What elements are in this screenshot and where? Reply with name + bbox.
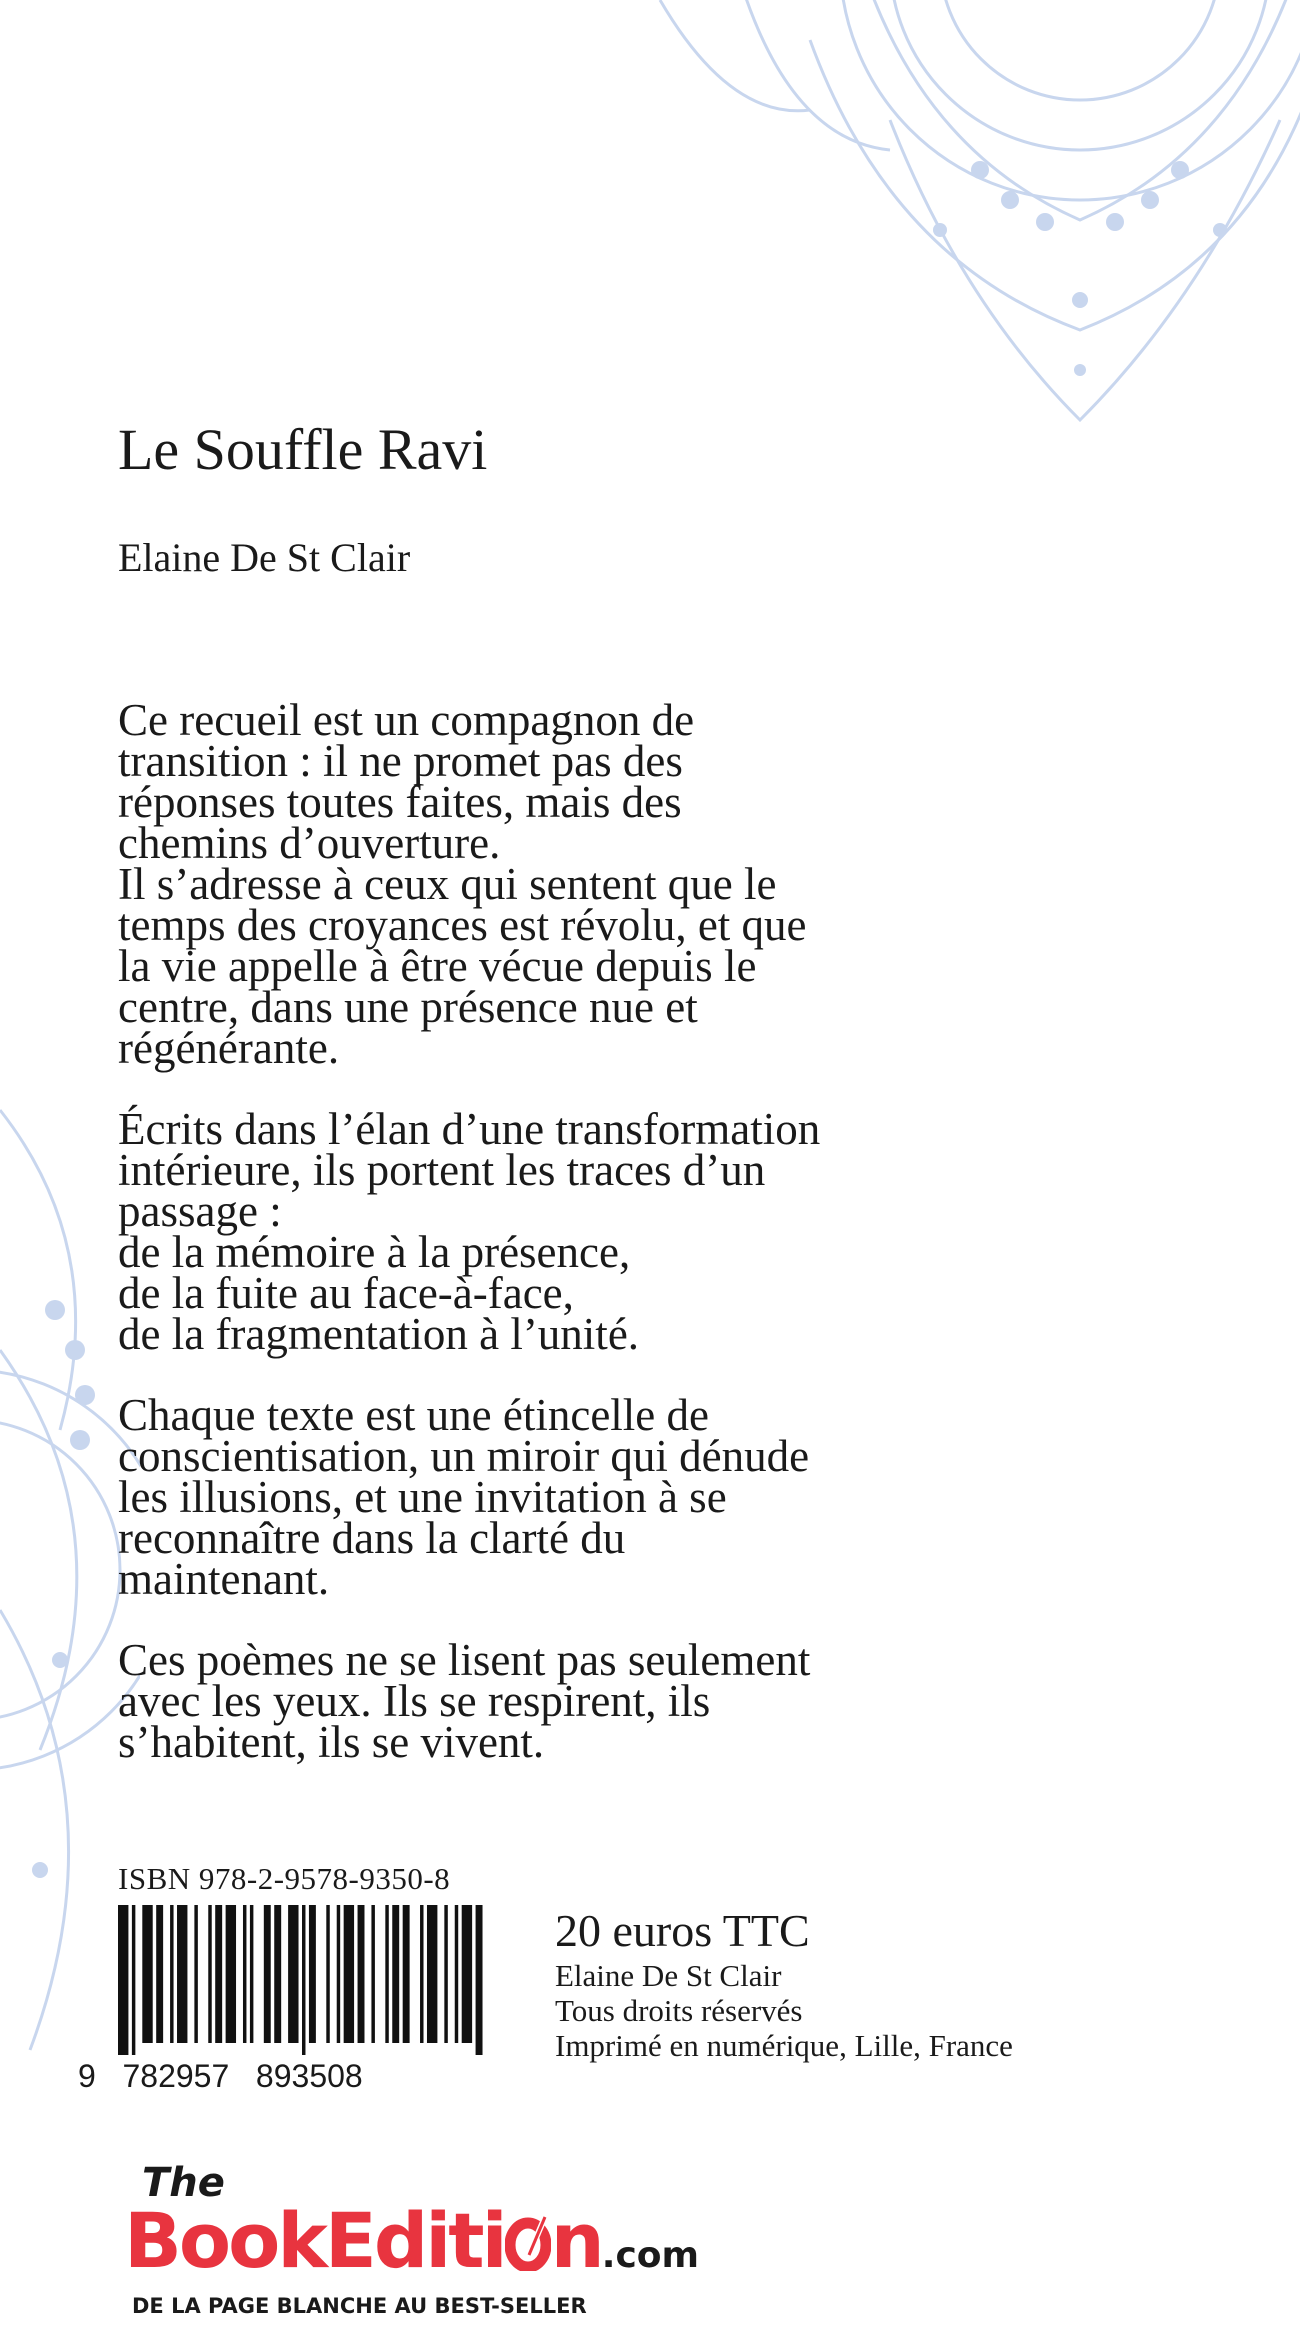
barcode-bar: [226, 1905, 236, 2043]
barcode-bar: [142, 1905, 152, 2043]
copyright-holder: Elaine De St Clair: [555, 1958, 782, 1993]
logo-name-part2: n: [550, 2196, 602, 2285]
publisher-logo: [124, 2160, 714, 2330]
logo-wordmark: [124, 2196, 699, 2301]
barcode-bar: [250, 1905, 253, 2043]
book-title: Le Souffle Ravi: [118, 417, 488, 482]
printing-info: Imprimé en numérique, Lille, France: [555, 2028, 1013, 2063]
barcode-bar: [462, 1905, 472, 2043]
logo-prefix: The: [142, 2160, 225, 2206]
barcode-bar: [309, 1905, 316, 2043]
barcode-bar: [215, 1905, 222, 2043]
barcode-bar: [132, 1905, 135, 2055]
barcode-bar: [344, 1905, 354, 2043]
barcode-bar: [118, 1905, 128, 2055]
back-cover-blurb: [118, 695, 1118, 1803]
logo-domain: .com: [601, 2235, 700, 2276]
blurb-paragraph: Écrits dans l’élan d’une transformation intérieure, ils portent les traces d’un passage : de la mémoire à la présence, de la fuite au face-à-face, de la fragmentation à l’unité.: [118, 1104, 821, 1359]
blurb-paragraph: Chaque texte est une étincelle de conscientisation, un miroir qui dénude les illusions, et une invitation à se reconnaître dans la clarté du maintenant.: [118, 1390, 810, 1604]
barcode-bar: [302, 1905, 305, 2055]
barcode-bar: [337, 1905, 340, 2043]
barcode-bar: [476, 1905, 483, 2055]
mandala-ornament-top: [560, 0, 1300, 430]
barcode-bar: [455, 1905, 458, 2043]
barcode-bar: [385, 1905, 388, 2043]
barcode-bar: [444, 1905, 447, 2043]
rights-notice: Tous droits réservés: [555, 1993, 803, 2028]
blurb-paragraph: Ce recueil est un compagnon de transition : il ne promet pas des réponses toutes faites, mais des chemins d’ouverture. Il s’adresse à ceux qui sentent que le temps des croyances est révolu, et que la vie appelle à être vécue depuis le centre, dans une présence nue et régénérante.: [118, 695, 807, 1073]
publication-info: [555, 1958, 1013, 2063]
barcode-bar: [177, 1905, 187, 2043]
logo-quill-icon: [505, 2200, 551, 2256]
barcode-bar: [403, 1905, 410, 2043]
barcode-bar: [358, 1905, 365, 2043]
logo-name-part1: BookEditi: [124, 2196, 505, 2285]
barcode-bar: [194, 1905, 197, 2043]
book-author: Elaine De St Clair: [118, 535, 411, 580]
barcode-bar: [427, 1905, 437, 2043]
barcode-bar: [156, 1905, 163, 2043]
barcode-bar: [420, 1905, 423, 2043]
barcode-bar: [392, 1905, 399, 2043]
logo-tagline: DE LA PAGE BLANCHE AU BEST-SELLER: [132, 2294, 587, 2318]
barcode-bar: [170, 1905, 173, 2043]
barcode-digits: 9 782957 893508: [78, 2058, 363, 2094]
blurb-paragraph: Ces poèmes ne se lisent pas seulement avec les yeux. Ils se respirent, ils s’habitent, ils se vivent.: [118, 1635, 811, 1767]
barcode-bar: [264, 1905, 271, 2043]
barcode-bar: [274, 1905, 281, 2043]
barcode-bar: [326, 1905, 329, 2043]
barcode-bar: [371, 1905, 374, 2043]
isbn-label: ISBN 978-2-9578-9350-8: [118, 1861, 451, 1896]
barcode: [118, 1905, 486, 2055]
barcode-bar: [288, 1905, 298, 2043]
price: 20 euros TTC: [555, 1905, 810, 1956]
barcode-bar: [208, 1905, 211, 2043]
barcode-bar: [243, 1905, 246, 2043]
